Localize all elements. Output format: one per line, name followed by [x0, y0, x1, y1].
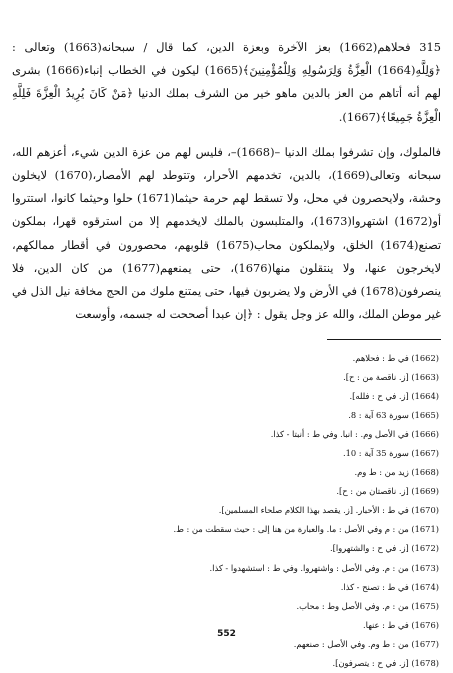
footnote: (1678) [ز. في ح : يتصرفون].	[332, 657, 439, 668]
main-text	[12, 36, 441, 326]
footnote: (1664) [ز. في ح : فلله].	[349, 391, 439, 402]
footnote: (1674) في ط : تصنح - كذا.	[340, 581, 439, 592]
footnote: (1675) من : م. وفي الأصل وط : محاب.	[296, 600, 439, 611]
footnote: (1663) [ز. ناقصة من : ح].	[343, 372, 439, 383]
footnote: (1665) سورة 63 آية : 8.	[348, 410, 439, 421]
footnotes-list	[19, 349, 439, 673]
footnote: (1677) من : ط وم. وفي الأصل : صنعهم.	[293, 638, 439, 649]
paragraph-1: 315 فحلاهم(1662) بعز الآخرة وبعزة الدين، كما قال / سبحانه(1663) وتعالى : ﴿وَلِلَّهِ(1664) الْعِزَّةُ وَلِرَسُولِهِ وَلِلْمُؤْمِنِينَ﴾(1665) ليكون في الخطاب إنباء(1666) بشرى لهم أنه أتاهم من العز بالدين ماهو خير من الشرف بملك الدنيا ﴿مَنْ كَانَ يُرِيدُ الْعِزَّةَ فَلِلَّهِ الْعِزَّةُ جَمِيعًا﴾(1667).	[12, 40, 442, 124]
footnote: (1676) في ط : عنها.	[363, 619, 439, 630]
footnote: (1671) من : م وفي الأصل : ما. والعبارة من هنا إلى : حيث سقطت من : ط.	[173, 524, 439, 535]
footnote: (1662) في ط : فحلاهم.	[352, 353, 439, 363]
footnote: (1669) [ز. ناقصتان من : ح].	[336, 486, 439, 497]
footnote: (1667) سورة 35 آية : 10.	[342, 448, 439, 459]
footnote: (1668) زيد من : ط وم.	[354, 467, 439, 478]
footnote: (1672) [ز. في ح : والشتهروا].	[329, 543, 439, 554]
paragraph-2: فالملوك، وإن تشرفوا بملك الدنيا –(1668)–، فليس لهم من عزة الدين شيء، أعزهم الله، سبحانه وتعالى(1669)، بالدين، تخدمهم الأحرار، وتتوطد لهم الأمصار،(1670) لايخلون وحشة، ولايحصرون في محل، ولا تسقط لهم حرمة حيثما(1671) حلوا وحيثما كانوا، استتروا أو(1672) اشتهروا(1673)، والمتلبسون بالملك لايخدمهم إلا من استرقوه قهرا، بملكون تصنع(1674) الخلق، ولايملكون محاب(1675) قلوبهم، محصورون في أقطار ممالكهم، لايخرجون عنها، ولا ينتقلون منها(1676)، حتى يمنعهم(1677) من كان الدين، فلا ينصرفون(1678) في الأرض ولا يضربون فيها، حتى يمتنع ملوك من الحج مخافة نيل الذل في غير موطن الملك، والله عز وجل يقول : ﴿إن عبدا أصححت له جسمه، وأوسعت	[12, 144, 441, 322]
page-number: 552	[217, 629, 236, 639]
footnote: (1673) من : م. وفي الأصل : واشتهروا. وفي ط : استشهدوا - كذا.	[209, 562, 439, 573]
footnote: (1666) في الأصل وم. : انبا. وفي ط : أنبتا - كذا.	[270, 429, 439, 440]
footnote: (1670) في ط : الأحبار. [ز. يقصد بهذا الكلام صلحاء المسلمين].	[218, 505, 439, 516]
footnote-divider	[327, 339, 441, 340]
